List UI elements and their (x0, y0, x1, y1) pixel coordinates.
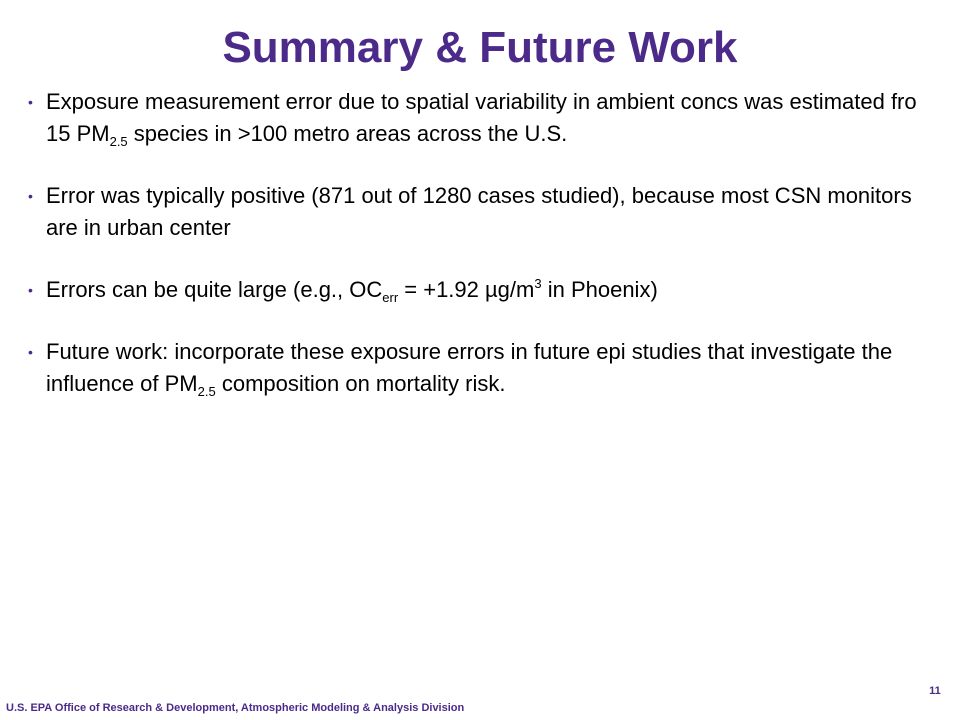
subscript: 2.5 (109, 134, 128, 149)
bullet-text: Errors can be quite large (e.g., OC (46, 277, 383, 302)
bullet-item-3 (28, 274, 938, 306)
subscript: err (382, 290, 399, 305)
page-number: 11 (929, 685, 941, 697)
bullet-item-4 (28, 336, 938, 400)
bullet-icon: • (28, 282, 33, 298)
slide-title: Summary & Future Work (222, 23, 738, 72)
bullet-text: Exposure measurement error due to spatial variability in ambient concs was estimated fro 15 PM (46, 89, 917, 146)
bullet-item-1 (28, 86, 938, 150)
bullet-icon: • (28, 188, 33, 204)
bullet-text: species in >100 metro areas across the U.S. (127, 121, 568, 146)
bullet-text: = +1.92 µg/m (398, 277, 535, 302)
bullet-text: in Phoenix) (541, 277, 658, 302)
bullet-list (28, 86, 938, 430)
superscript: 3 (534, 276, 542, 291)
bullet-item-2 (28, 180, 938, 244)
bullet-icon: • (28, 344, 33, 360)
subscript: 2.5 (197, 384, 216, 399)
bullet-icon: • (28, 94, 33, 110)
footer-organization: U.S. EPA Office of Research & Development, Atmospheric Modeling & Analysis Division (6, 702, 465, 714)
bullet-text: Error was typically positive (871 out of 1280 cases studied), because most CSN monitors are in urban center (46, 183, 912, 240)
bullet-text: composition on mortality risk. (215, 371, 506, 396)
bullet-text: Future work: incorporate these exposure errors in future epi studies that investigate the influence of PM (46, 339, 893, 396)
